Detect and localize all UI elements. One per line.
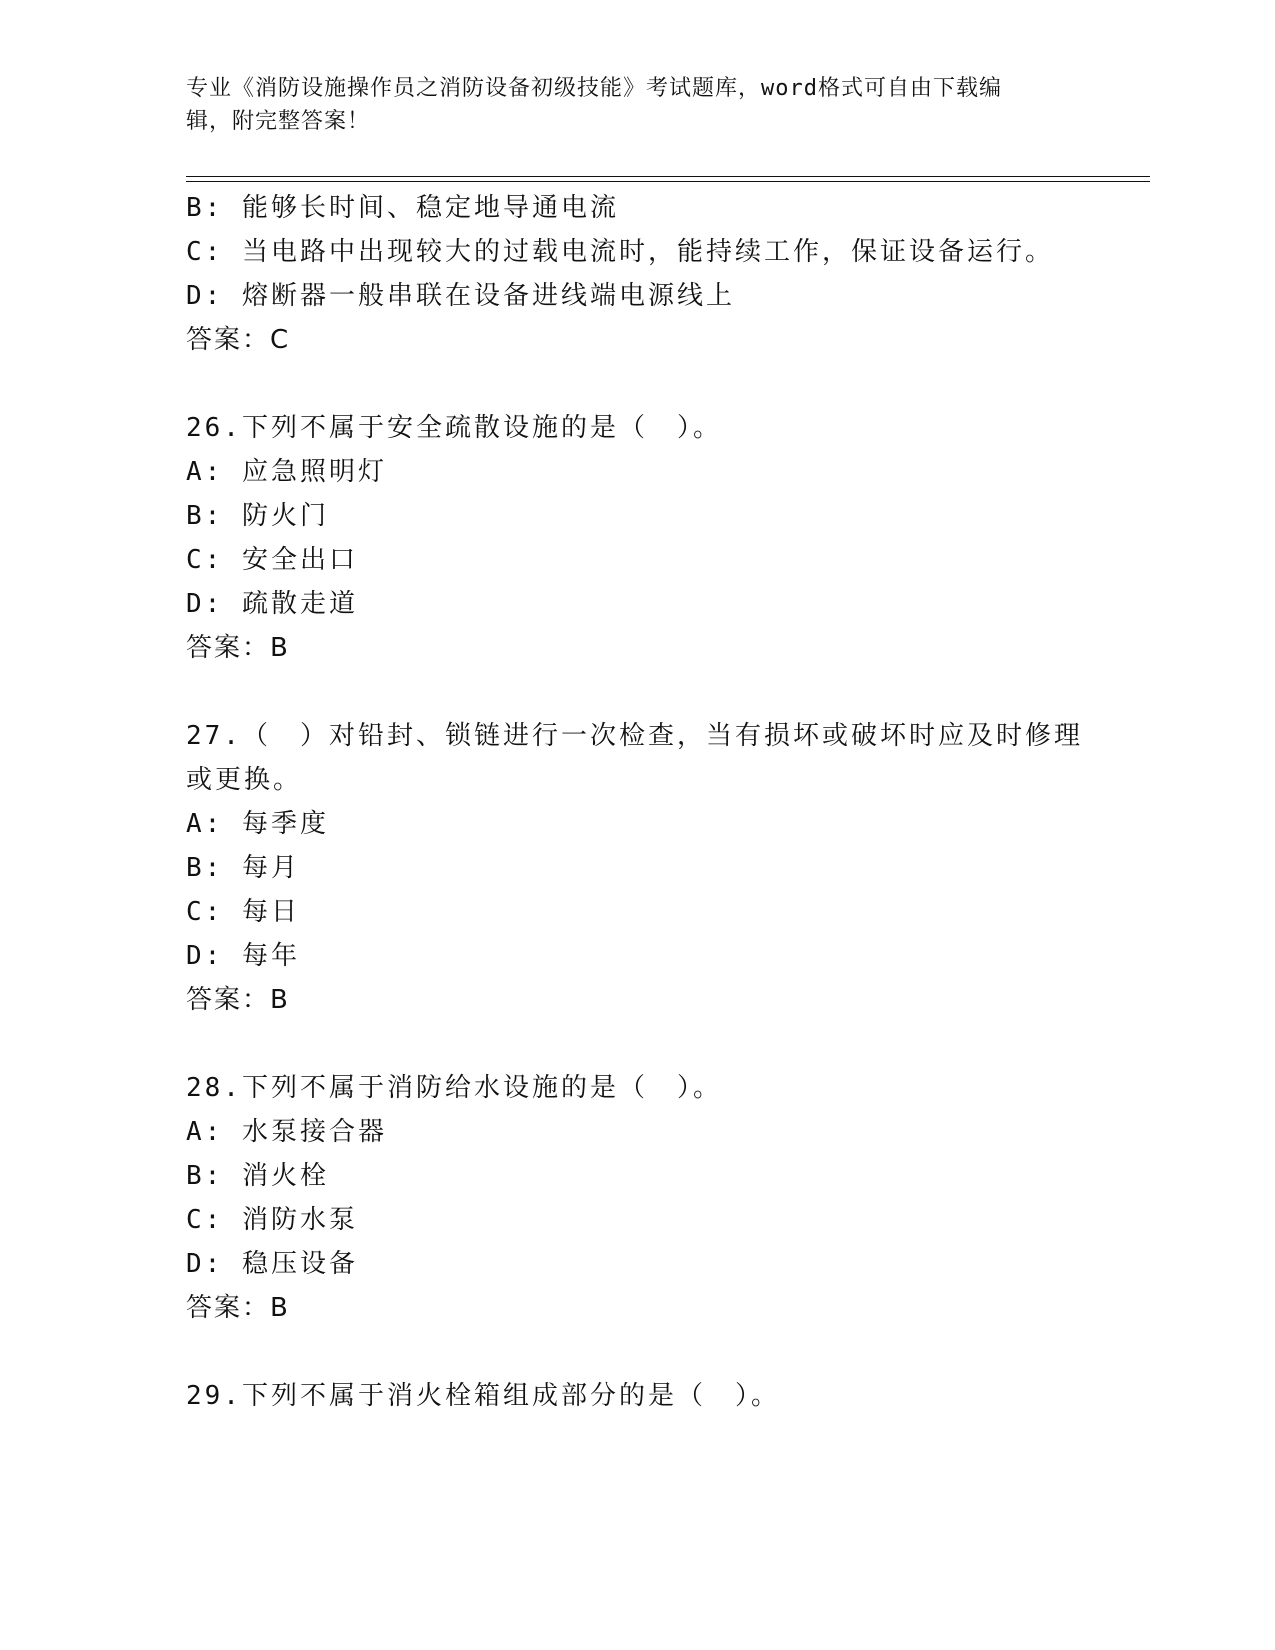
option-b: B: 每月: [186, 853, 300, 883]
question-stem-continued: 或更换。: [186, 765, 303, 795]
option-d: D: 每年: [186, 941, 300, 971]
option-c: C: 安全出口: [186, 545, 358, 575]
option-d: D: 稳压设备: [186, 1249, 358, 1279]
option-b: B: 防火门: [186, 501, 329, 531]
option-d: D: 熔断器一般串联在设备进线端电源线上: [186, 281, 735, 311]
header-rule-top: [186, 176, 1150, 177]
header-line-1: 专业《消防设施操作员之消防设备初级技能》考试题库，word格式可自由下载编: [186, 76, 1002, 101]
answer-line: 答案：B: [186, 633, 290, 663]
answer-line: 答案：B: [186, 1293, 290, 1323]
option-c: C: 当电路中出现较大的过载电流时，能持续工作，保证设备运行。: [186, 237, 1054, 267]
option-a: A: 应急照明灯: [186, 457, 387, 487]
question-stem: 29.下列不属于消火栓箱组成部分的是（ ）。: [186, 1381, 780, 1411]
question-stem: 26.下列不属于安全疏散设施的是（ ）。: [186, 413, 722, 443]
option-d: D: 疏散走道: [186, 589, 358, 619]
answer-line: 答案：C: [186, 325, 291, 355]
question-stem: 27.（ ）对铅封、锁链进行一次检查，当有损坏或破坏时应及时修理: [186, 721, 1083, 751]
option-c: C: 每日: [186, 897, 300, 927]
option-b: B: 能够长时间、稳定地导通电流: [186, 193, 619, 223]
header-line-2: 辑，附完整答案！: [186, 109, 371, 134]
option-a: A: 每季度: [186, 809, 329, 839]
header-rule-bottom: [186, 181, 1150, 182]
option-b: B: 消火栓: [186, 1161, 329, 1191]
question-stem: 28.下列不属于消防给水设施的是（ ）。: [186, 1073, 722, 1103]
document-header: [186, 72, 1066, 138]
option-a: A: 水泵接合器: [186, 1117, 387, 1147]
option-c: C: 消防水泵: [186, 1205, 358, 1235]
answer-line: 答案：B: [186, 985, 290, 1015]
